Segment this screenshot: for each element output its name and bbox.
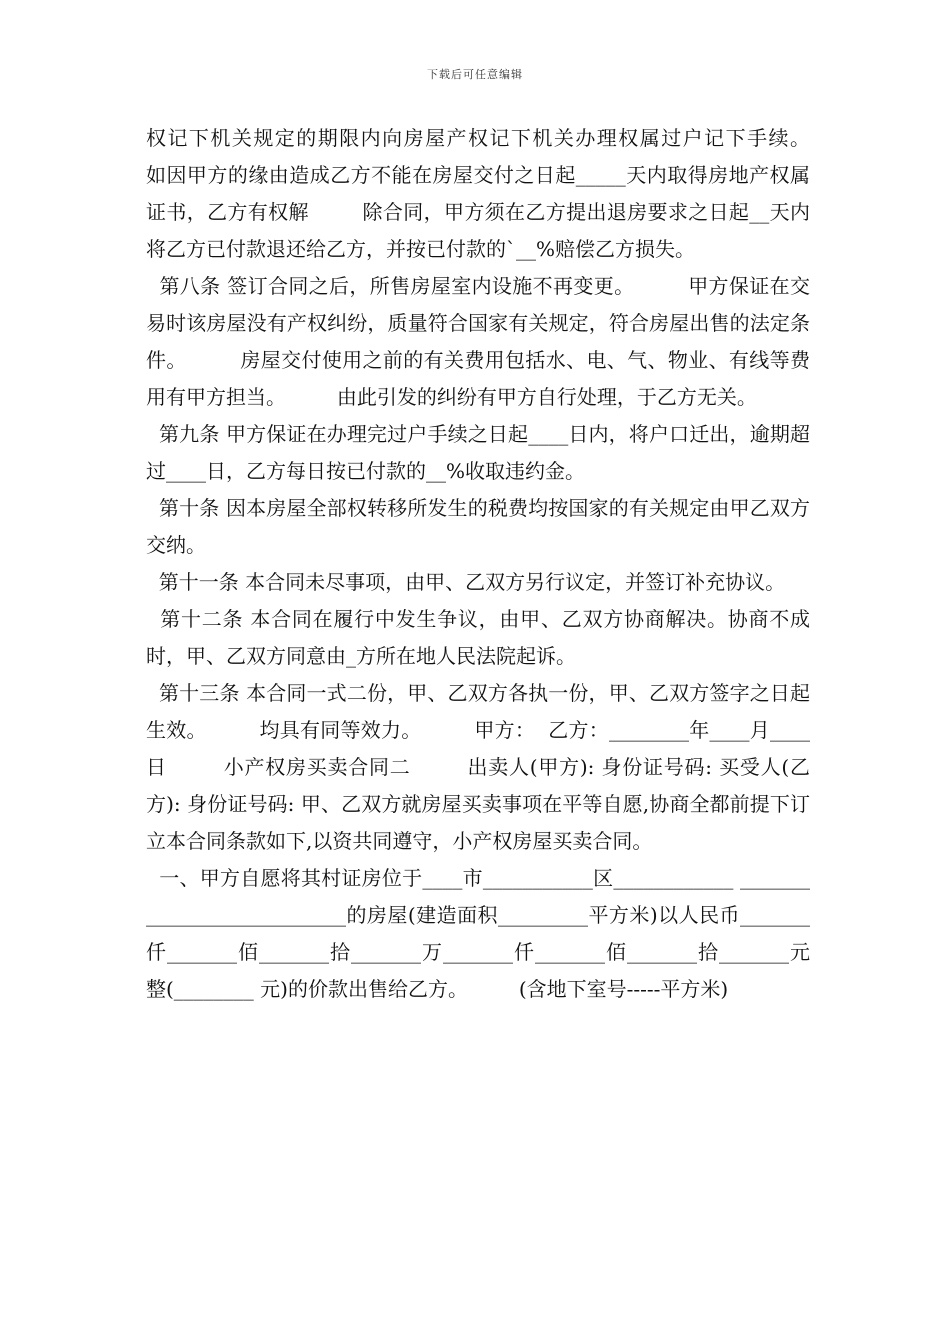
paragraph-article-12: 第十二条 本合同在履行中发生争议，由甲、乙双方协商解决。协商不成时，甲、乙双方同意由_方所在地人民法院起诉。 — [146, 607, 811, 668]
paragraph-section-1: 一、甲方自愿将其村证房位于____市___________区____________ ___________________________的房屋(建造面积_________平方米)以人民币_______仟_______佰_______拾_______万_______仟_______佰_______拾_______元整(________ 元)的价款出售给乙方。 (含地下室号-----平方米) — [146, 866, 811, 1001]
paragraph-article-10: 第十条 因本房屋全部权转移所发生的税费均按国家的有关规定由甲乙双方交纳。 — [146, 496, 811, 557]
paragraph-article-13: 第十三条 本合同一式二份，甲、乙双方各执一份，甲、乙双方签字之日起生效。 均具有同等效力。 甲方： 乙方：________年____月____日 小产权房买卖合同二 出卖人(甲方): 身份证号码: 买受人(乙方): 身份证号码: 甲、乙双方就房屋买卖事项在平等自愿,协商全都前提下订立本合同条款如下,以资共同遵守，小产权房屋买卖合同。 — [146, 681, 811, 853]
paragraph-article-11: 第十一条 本合同未尽事项，由甲、乙双方另行议定，并签订补充协议。 — [146, 570, 786, 594]
contract-body — [146, 120, 861, 1008]
paragraph-article-9: 第九条 甲方保证在办理完过户手续之日起____日内，将户口迁出，逾期超过____日，乙方每日按已付款的__%收取违约金。 — [146, 422, 810, 483]
paragraph-transfer-procedure: 权记下机关规定的期限内向房屋产权记下机关办理权属过户记下手续。 如因甲方的缘由造成乙方不能在房屋交付之日起_____天内取得房地产权属证书，乙方有权解 除合同，甲方须在乙方提出退房要求之日起__天内将乙方已付款退还给乙方，并按已付款的`__%赔偿乙方损失。 — [146, 126, 861, 261]
paragraph-article-8: 第八条 签订合同之后，所售房屋室内设施不再变更。 甲方保证在交易时该房屋没有产权纠纷，质量符合国家有关规定，符合房屋出售的法定条件。 房屋交付使用之前的有关费用包括水、电、气、物业、有线等费用有甲方担当。 由此引发的纠纷有甲方自行处理，于乙方无关。 — [146, 274, 810, 409]
page-header: 下载后可任意编辑 — [427, 68, 523, 81]
